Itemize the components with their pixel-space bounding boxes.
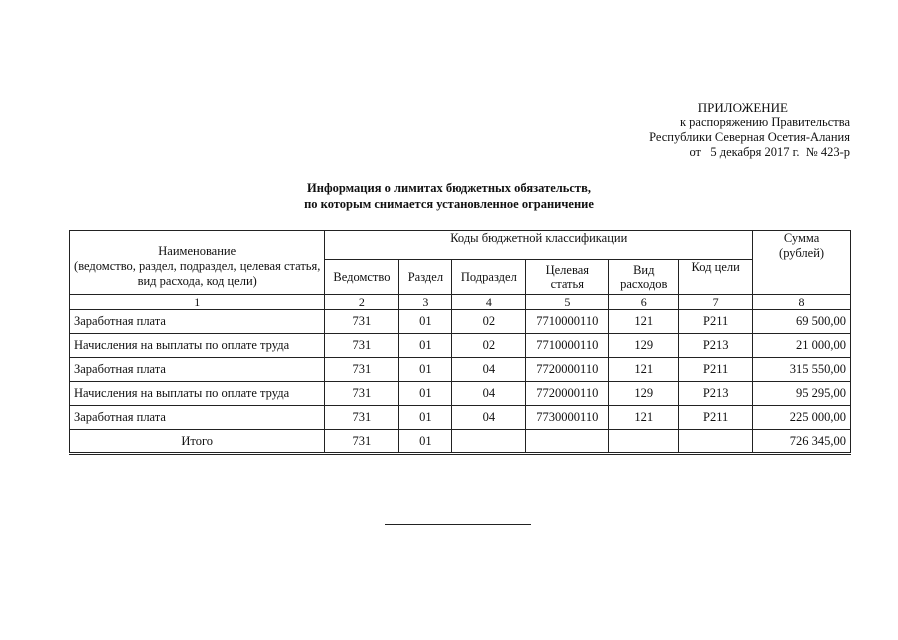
cell-kod: Р211 <box>679 310 753 334</box>
cell-name: Заработная плата <box>70 406 325 430</box>
table-row <box>70 334 851 358</box>
column-number: 5 <box>526 295 609 310</box>
appendix-title: ПРИЛОЖЕНИЕ <box>697 100 788 115</box>
cell-sum: 315 550,00 <box>753 358 851 382</box>
cell-vid: 129 <box>609 334 679 358</box>
column-number: 2 <box>325 295 399 310</box>
table-row <box>70 382 851 406</box>
appendix-date-line: от 5 декабря 2017 г. № 423-р <box>689 145 850 159</box>
cell-kod: Р213 <box>679 334 753 358</box>
cell-celevaya: 7720000110 <box>526 358 609 382</box>
cell-name: Заработная плата <box>70 358 325 382</box>
cell-kod: Р213 <box>679 382 753 406</box>
cell-razdel: 01 <box>399 406 452 430</box>
cell-vid: 129 <box>609 382 679 406</box>
header-name: Наименование (ведомство, раздел, подраздел, целевая статья, вид расхода, код цели) <box>70 231 325 295</box>
cell-kod: Р211 <box>679 358 753 382</box>
cell-vedomstvo: 731 <box>325 382 399 406</box>
appendix-line-1: к распоряжению Правительства <box>679 115 850 129</box>
cell-vedomstvo: 731 <box>325 334 399 358</box>
cell-podrazdel: 04 <box>452 358 526 382</box>
table-row <box>70 358 851 382</box>
header-razdel: Раздел <box>399 260 452 295</box>
cell-name: Начисления на выплаты по оплате труда <box>70 382 325 406</box>
total-empty-cell <box>679 430 753 454</box>
total-empty-cell <box>609 430 679 454</box>
header-vid-rashodov: Вид расходов <box>609 260 679 295</box>
cell-sum: 21 000,00 <box>753 334 851 358</box>
column-number: 4 <box>452 295 526 310</box>
header-kod-celi: Код цели <box>679 260 753 295</box>
total-label: Итого <box>70 430 325 454</box>
column-number: 7 <box>679 295 753 310</box>
appendix-line-2: Республики Северная Осетия-Алания <box>649 130 850 144</box>
budget-limits-table <box>69 230 851 455</box>
cell-razdel: 01 <box>399 358 452 382</box>
header-vedomstvo: Ведомство <box>325 260 399 295</box>
cell-celevaya: 7730000110 <box>526 406 609 430</box>
cell-vedomstvo: 731 <box>325 310 399 334</box>
header-podrazdel: Подраздел <box>452 260 526 295</box>
cell-kod: Р211 <box>679 406 753 430</box>
column-number-row <box>70 295 851 310</box>
cell-vid: 121 <box>609 358 679 382</box>
table-row <box>70 310 851 334</box>
total-row <box>70 430 851 454</box>
header-sum: Сумма (рублей) <box>753 231 851 295</box>
cell-celevaya: 7710000110 <box>526 310 609 334</box>
cell-sum: 95 295,00 <box>753 382 851 406</box>
header-codes-group: Коды бюджетной классификации <box>325 231 753 260</box>
cell-vedomstvo: 731 <box>325 358 399 382</box>
column-number: 6 <box>609 295 679 310</box>
cell-razdel: 01 <box>399 310 452 334</box>
cell-podrazdel: 02 <box>452 310 526 334</box>
cell-vedomstvo: 731 <box>325 406 399 430</box>
table-row <box>70 406 851 430</box>
appendix-block <box>550 100 850 160</box>
total-empty-cell <box>526 430 609 454</box>
cell-name: Заработная плата <box>70 310 325 334</box>
column-number: 1 <box>70 295 325 310</box>
column-number: 8 <box>753 295 851 310</box>
header-celevaya-statya: Целевая статья <box>526 260 609 295</box>
cell-sum: 69 500,00 <box>753 310 851 334</box>
cell-name: Начисления на выплаты по оплате труда <box>70 334 325 358</box>
total-razdel: 01 <box>399 430 452 454</box>
cell-podrazdel: 04 <box>452 406 526 430</box>
document-title-line-1: Информация о лимитах бюджетных обязательств, <box>307 181 591 195</box>
total-vedomstvo: 731 <box>325 430 399 454</box>
cell-razdel: 01 <box>399 382 452 406</box>
total-sum: 726 345,00 <box>753 430 851 454</box>
cell-podrazdel: 02 <box>452 334 526 358</box>
cell-vid: 121 <box>609 310 679 334</box>
document-title-line-2: по которым снимается установленное ограничение <box>304 197 594 211</box>
column-number: 3 <box>399 295 452 310</box>
cell-podrazdel: 04 <box>452 382 526 406</box>
total-empty-cell <box>452 430 526 454</box>
separator-line <box>385 524 531 525</box>
cell-vid: 121 <box>609 406 679 430</box>
cell-razdel: 01 <box>399 334 452 358</box>
cell-celevaya: 7710000110 <box>526 334 609 358</box>
cell-celevaya: 7720000110 <box>526 382 609 406</box>
header-row-1 <box>70 231 851 260</box>
document-title <box>0 180 898 212</box>
cell-sum: 225 000,00 <box>753 406 851 430</box>
